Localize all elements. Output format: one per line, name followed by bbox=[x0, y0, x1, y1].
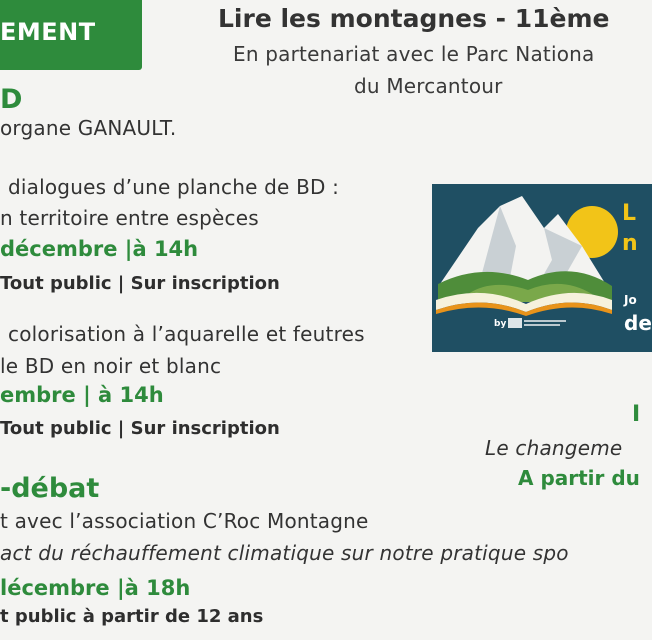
debate-meta: t public à partir de 12 ans bbox=[0, 606, 264, 627]
partner-line-1: En partenariat avec le Parc Nationa bbox=[233, 42, 595, 66]
exhibit-title: Le changeme bbox=[485, 436, 623, 460]
poster-title-line-1: L bbox=[622, 201, 637, 226]
event-poster-image bbox=[432, 184, 652, 352]
poster-by-label: by bbox=[494, 319, 507, 329]
workshop-2-line-2: le BD en noir et blanc bbox=[0, 354, 222, 378]
section-heading-bd: D bbox=[0, 84, 23, 115]
workshop-1-meta: Tout public | Sur inscription bbox=[0, 273, 280, 294]
workshop-1-date: décembre |à 14h bbox=[0, 237, 199, 261]
section-heading-debat: -débat bbox=[0, 473, 100, 504]
poster-bottom-line-1: Jo bbox=[624, 293, 637, 307]
poster-bottom-line-2: de bbox=[624, 311, 652, 335]
exhibit-date: A partir du bbox=[518, 466, 640, 490]
exhibit-label: I bbox=[632, 402, 641, 427]
workshop-2-line-1: colorisation à l’aquarelle et feutres bbox=[8, 322, 365, 346]
workshop-1-line-1: dialogues d’une planche de BD : bbox=[8, 175, 340, 199]
partner-line-2: du Mercantour bbox=[354, 74, 503, 98]
workshop-1-line-2: n territoire entre espèces bbox=[0, 206, 259, 230]
debate-date: lécembre |à 18h bbox=[0, 576, 191, 600]
workshop-2-date: embre | à 14h bbox=[0, 383, 164, 407]
workshop-2-meta: Tout public | Sur inscription bbox=[0, 418, 280, 439]
section-intro: organe GANAULT. bbox=[0, 116, 177, 140]
debate-line-2: act du réchauffement climatique sur notre pratique spo bbox=[0, 541, 569, 565]
debate-line-1: t avec l’association C’Roc Montagne bbox=[0, 509, 369, 533]
section-banner-label: EMENT bbox=[0, 18, 96, 46]
event-title: Lire les montagnes - 11ème bbox=[218, 4, 610, 33]
poster-title-line-2: n bbox=[622, 231, 638, 256]
